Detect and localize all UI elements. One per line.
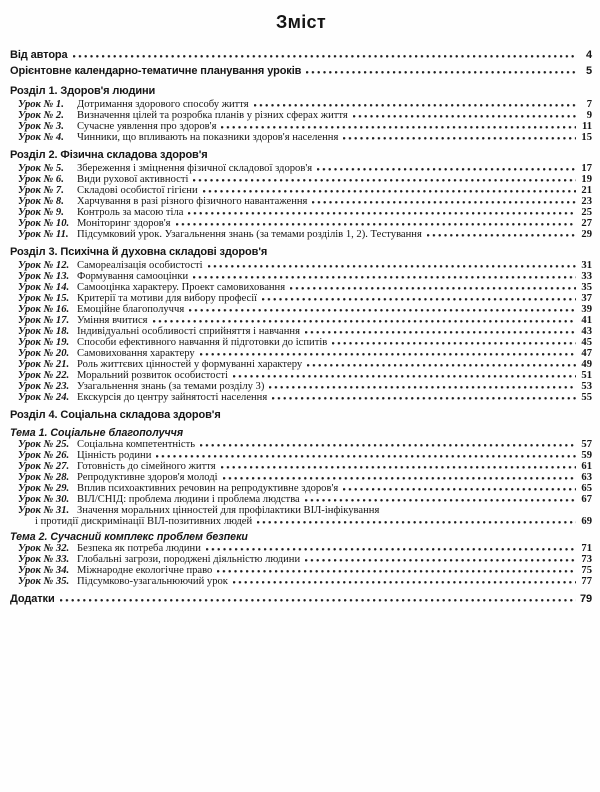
lesson-number-label: Урок № 1. <box>18 99 64 110</box>
lesson-title: Сучасне уявлення про здоров'я <box>77 121 217 132</box>
page-number: 55 <box>581 392 592 403</box>
dot-leader <box>233 581 576 584</box>
dot-leader <box>305 499 576 502</box>
page-number: 63 <box>581 472 592 483</box>
lesson-title: Підсумковий урок. Узагальнення знань (за темами розділів 1, 2). Тестування <box>77 229 422 240</box>
theme-title: Тема 2. Сучасний комплекс проблем безпеки <box>10 531 248 543</box>
toc-entry <box>10 591 592 607</box>
toc-lesson-row <box>10 392 592 403</box>
toc-lesson-row <box>10 185 592 196</box>
toc-lesson-row <box>10 271 592 282</box>
toc-lesson-row <box>10 472 592 483</box>
lesson-number-label: Урок № 19. <box>18 337 70 348</box>
lesson-number-label: Урок № 7. <box>18 185 64 196</box>
dot-leader <box>73 55 576 58</box>
lesson-title: Збереження і зміцнення фізичної складової здоров'я <box>77 163 313 174</box>
page-number: 43 <box>581 326 592 337</box>
toc-lesson-row <box>10 132 592 143</box>
toc-lesson-row <box>10 174 592 185</box>
toc-lesson-row <box>10 315 592 326</box>
lesson-number-label: Урок № 31. <box>18 505 70 516</box>
toc-theme-header <box>10 427 592 439</box>
page-number: 77 <box>581 576 592 587</box>
page-number: 37 <box>581 293 592 304</box>
page-number: 65 <box>581 483 592 494</box>
lesson-number-label: Урок № 29. <box>18 483 70 494</box>
toc-theme-header <box>10 531 592 543</box>
toc-lesson-row <box>10 218 592 229</box>
lesson-title: Моральний розвиток особистості <box>77 370 228 381</box>
page-number: 67 <box>581 494 592 505</box>
lesson-title: Вплив психоактивних речовин на репродуктивне здоров'я <box>77 483 339 494</box>
lesson-number-label: Урок № 20. <box>18 348 70 359</box>
dot-leader <box>262 298 576 301</box>
page-number: 71 <box>581 543 592 554</box>
dot-leader <box>60 599 576 602</box>
dot-leader <box>223 477 576 480</box>
page-number: 4 <box>585 49 592 61</box>
toc-lesson-continuation-row <box>10 516 592 527</box>
page-number: 47 <box>581 348 592 359</box>
page-number: 35 <box>581 282 592 293</box>
toc-lesson-row <box>10 304 592 315</box>
page-number: 15 <box>581 132 592 143</box>
entry-title: Додатки <box>10 593 55 605</box>
dot-leader <box>193 179 576 182</box>
toc-lesson-row <box>10 565 592 576</box>
page-number: 49 <box>581 359 592 370</box>
toc-lesson-row <box>10 439 592 450</box>
toc-lesson-row <box>10 121 592 132</box>
dot-leader <box>233 375 576 378</box>
page-number: 73 <box>581 554 592 565</box>
dot-leader <box>305 331 576 334</box>
lesson-title: Емоційне благополуччя <box>77 304 185 315</box>
lesson-number-label: Урок № 13. <box>18 271 70 282</box>
lesson-title: Складові особистої гігієни <box>77 185 198 196</box>
dot-leader <box>269 386 576 389</box>
lesson-number-label: Урок № 27. <box>18 461 70 472</box>
lesson-title: Безпека як потреба людини <box>77 543 201 554</box>
lesson-title: Види рухової активності <box>77 174 189 185</box>
lesson-title: Харчування в разі різного фізичного навантаження <box>77 196 308 207</box>
dot-leader <box>208 265 576 268</box>
toc-lesson-row <box>10 207 592 218</box>
dot-leader <box>254 104 576 107</box>
lesson-title: Значення моральних цінностей для профілактики ВІЛ-інфікування <box>77 505 380 516</box>
toc-lesson-row <box>10 163 592 174</box>
page-number: 39 <box>581 304 592 315</box>
lesson-title: Репродуктивне здоров'я молоді <box>77 472 218 483</box>
toc-section-header <box>10 244 592 260</box>
lesson-number-label: Урок № 3. <box>18 121 64 132</box>
lesson-number-label: Урок № 2. <box>18 110 64 121</box>
toc-lesson-row <box>10 381 592 392</box>
dot-leader <box>343 488 576 491</box>
toc-lesson-row <box>10 348 592 359</box>
lesson-number-label: Урок № 9. <box>18 207 64 218</box>
lesson-number-label: Урок № 17. <box>18 315 70 326</box>
lesson-number-label: Урок № 35. <box>18 576 70 587</box>
dot-leader <box>189 309 576 312</box>
page-number: 61 <box>581 461 592 472</box>
page-number: 17 <box>581 163 592 174</box>
theme-title: Тема 1. Соціальне благополуччя <box>10 427 184 439</box>
page-number: 53 <box>581 381 592 392</box>
dot-leader <box>200 444 576 447</box>
lesson-title: Самореалізація особистості <box>77 260 203 271</box>
lesson-title: Міжнародне екологічне право <box>77 565 213 576</box>
toc-lesson-row <box>10 576 592 587</box>
lesson-title: Узагальнення знань (за темами розділу 3) <box>77 381 265 392</box>
toc-lesson-row <box>10 505 592 516</box>
toc-lesson-row <box>10 359 592 370</box>
lesson-title: Соціальна компетентність <box>77 439 196 450</box>
lesson-number-label: Урок № 24. <box>18 392 70 403</box>
lesson-title: Моніторинг здоров'я <box>77 218 171 229</box>
toc-list <box>10 47 592 607</box>
dot-leader <box>332 342 576 345</box>
lesson-title: Критерії та мотиви для вибору професії <box>77 293 258 304</box>
page-number: 31 <box>581 260 592 271</box>
dot-leader <box>305 559 576 562</box>
dot-leader <box>290 287 576 290</box>
section-title: Розділ 3. Психічна й духовна складові здоров'я <box>10 246 268 258</box>
page-number: 75 <box>581 565 592 576</box>
lesson-number-label: Урок № 30. <box>18 494 70 505</box>
page-number: 29 <box>581 229 592 240</box>
lesson-number-label: Урок № 25. <box>18 439 70 450</box>
toc-lesson-row <box>10 99 592 110</box>
lesson-number-label: Урок № 16. <box>18 304 70 315</box>
lesson-number-label: Урок № 28. <box>18 472 70 483</box>
lesson-number-label: Урок № 5. <box>18 163 64 174</box>
toc-lesson-row <box>10 229 592 240</box>
entry-title: Орієнтовне календарно-тематичне планування уроків <box>10 65 302 77</box>
dot-leader <box>203 190 576 193</box>
lesson-title: Уміння вчитися <box>77 315 148 326</box>
lesson-title: Чинники, що впливають на показники здоров'я населення <box>77 132 339 143</box>
page-number: 5 <box>585 65 592 77</box>
page-number: 21 <box>581 185 592 196</box>
lesson-title: Індивідуальні особливості сприйняття і навчання <box>77 326 300 337</box>
page-number: 27 <box>581 218 592 229</box>
dot-leader <box>193 276 576 279</box>
lesson-number-label: Урок № 11. <box>18 229 69 240</box>
lesson-number-label: Урок № 23. <box>18 381 70 392</box>
toc-lesson-row <box>10 326 592 337</box>
dot-leader <box>257 521 576 524</box>
dot-leader <box>217 570 576 573</box>
page-number: 23 <box>581 196 592 207</box>
lesson-number-label: Урок № 18. <box>18 326 70 337</box>
toc-lesson-row <box>10 450 592 461</box>
dot-leader <box>221 126 576 129</box>
page-number: 41 <box>581 315 592 326</box>
toc-lesson-row <box>10 260 592 271</box>
page-number: 9 <box>586 110 592 121</box>
dot-leader <box>156 455 576 458</box>
lesson-number-label: Урок № 6. <box>18 174 64 185</box>
toc-lesson-row <box>10 494 592 505</box>
lesson-title-continuation: і протидії дискримінації ВІЛ-позитивних людей <box>35 516 253 527</box>
lesson-title: Підсумково-узагальнюючий урок <box>77 576 228 587</box>
lesson-number-label: Урок № 22. <box>18 370 70 381</box>
lesson-title: Роль життєвих цінностей у формуванні характеру <box>77 359 303 370</box>
toc-lesson-row <box>10 483 592 494</box>
toc-section-header <box>10 407 592 423</box>
lesson-number-label: Урок № 21. <box>18 359 70 370</box>
toc-lesson-row <box>10 554 592 565</box>
lesson-title: Формування самооцінки <box>77 271 189 282</box>
dot-leader <box>427 234 576 237</box>
lesson-number-label: Урок № 14. <box>18 282 70 293</box>
dot-leader <box>188 212 576 215</box>
toc-lesson-row <box>10 293 592 304</box>
toc-lesson-row <box>10 282 592 293</box>
lesson-number-label: Урок № 8. <box>18 196 64 207</box>
toc-entry <box>10 63 592 79</box>
toc-lesson-row <box>10 461 592 472</box>
dot-leader <box>307 364 576 367</box>
toc-section-header <box>10 147 592 163</box>
page-number: 59 <box>581 450 592 461</box>
dot-leader <box>176 223 576 226</box>
page-number: 57 <box>581 439 592 450</box>
lesson-title: Способи ефективного навчання й підготовки до іспитів <box>77 337 328 348</box>
lesson-title: Визначення цілей та розробка планів у різних сферах життя <box>77 110 348 121</box>
dot-leader <box>306 71 576 74</box>
lesson-title: Самовиховання характеру <box>77 348 195 359</box>
section-title: Розділ 1. Здоров'я людини <box>10 85 156 97</box>
toc-lesson-row <box>10 543 592 554</box>
dot-leader <box>200 353 576 356</box>
lesson-number-label: Урок № 32. <box>18 543 70 554</box>
lesson-title: Самооцінка характеру. Проект самовиховання <box>77 282 286 293</box>
lesson-title: ВІЛ/СНІД: проблема людини і проблема людства <box>77 494 300 505</box>
page-number: 33 <box>581 271 592 282</box>
page-number: 69 <box>581 516 592 527</box>
dot-leader <box>353 115 576 118</box>
lesson-number-label: Урок № 15. <box>18 293 70 304</box>
dot-leader <box>312 201 576 204</box>
lesson-title: Глобальні загрози, породжені діяльністю людини <box>77 554 301 565</box>
page-title: Зміст <box>276 12 326 32</box>
page-number: 11 <box>581 121 592 132</box>
lesson-number-label: Урок № 4. <box>18 132 64 143</box>
page-number: 19 <box>581 174 592 185</box>
toc-section-header <box>10 83 592 99</box>
dot-leader <box>221 466 576 469</box>
lesson-title: Контроль за масою тіла <box>77 207 184 218</box>
page-number: 7 <box>586 99 592 110</box>
lesson-number-label: Урок № 26. <box>18 450 70 461</box>
page-number: 25 <box>581 207 592 218</box>
toc-entry <box>10 47 592 63</box>
dot-leader <box>272 397 576 400</box>
toc-lesson-row <box>10 110 592 121</box>
lesson-title: Цінність родини <box>77 450 152 461</box>
lesson-title: Готовність до сімейного життя <box>77 461 216 472</box>
page-number: 51 <box>581 370 592 381</box>
toc-lesson-row <box>10 337 592 348</box>
toc-lesson-row <box>10 196 592 207</box>
page-number: 45 <box>581 337 592 348</box>
lesson-number-label: Урок № 12. <box>18 260 70 271</box>
dot-leader <box>317 168 576 171</box>
dot-leader <box>153 320 576 323</box>
lesson-number-label: Урок № 33. <box>18 554 70 565</box>
lesson-number-label: Урок № 10. <box>18 218 70 229</box>
entry-title: Від автора <box>10 49 68 61</box>
dot-leader <box>206 548 576 551</box>
lesson-number-label: Урок № 34. <box>18 565 70 576</box>
toc-lesson-row <box>10 370 592 381</box>
lesson-title: Дотримання здорового способу життя <box>77 99 249 110</box>
lesson-title: Екскурсія до центру зайнятості населення <box>77 392 268 403</box>
section-title: Розділ 2. Фізична складова здоров'я <box>10 149 208 161</box>
page-number: 79 <box>579 593 592 605</box>
dot-leader <box>343 137 576 140</box>
section-title: Розділ 4. Соціальна складова здоров'я <box>10 409 221 421</box>
